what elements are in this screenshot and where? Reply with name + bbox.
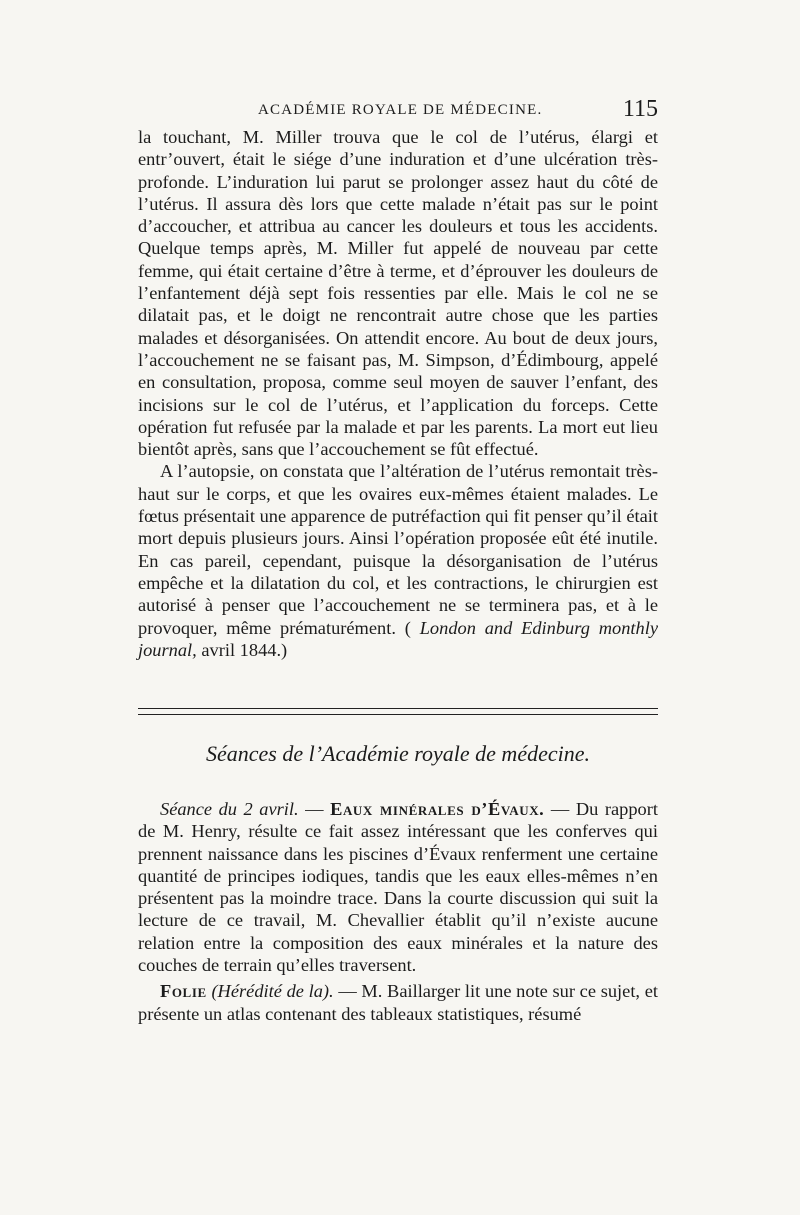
- folie-heading: Folie: [160, 981, 207, 1002]
- seance-dash: —: [298, 799, 331, 819]
- running-title: ACADÉMIE ROYALE DE MÉDECINE.: [258, 102, 543, 118]
- page-number: 115: [622, 96, 658, 122]
- eaux-text: — Du rapport de M. Henry, résulte ce fait assez intéressant que les conferves qui prennent naissance dans les piscines d’Évaux renferment une certaine quantité de principes iodiques, tandis que les eaux elles-mêmes n’en présentent pas la moindre trace. Dans la courte discussion qui suit la lecture de ce travail, M. Chevallier établit qu’il n’existe aucune relation entre la composition des eaux minérales et la nature des couches de terrain qu’elles traversent.: [138, 799, 658, 976]
- folie-subheading: (Hérédité de la).: [211, 981, 334, 1002]
- article-body: [138, 126, 658, 661]
- article-paragraph-2: [138, 460, 658, 661]
- article-paragraph-2-text: A l’autopsie, on constata que l’altération de l’utérus remontait très-haut sur le corps, et que les ovaires eux-mêmes étaient malades. Le fœtus présentait une apparence de putréfaction qui fit penser qu’il était mort depuis plusieurs jours. Ainsi l’opération proposée eût été inutile. En cas pareil, cependant, puisque la désorganisation de l’utérus empêche et la dilatation du col, et les contractions, le chirurgien est autorisé à penser que l’accouchement ne se terminera pas, et à le provoquer, même prématurément.: [138, 461, 658, 638]
- seance-label: Séance du 2 avril.: [160, 799, 299, 819]
- article-paragraph-1: la touchant, M. Miller trouva que le col de l’utérus, élargi et entr’ouvert, était le siége d’une induration et d’une ulcération très-profonde. L’induration lui parut se prolonger assez haut du côté de l’utérus. Il assura dès lors que cette malade n’était pas sur le point d’accoucher, et attribua au cancer les douleurs et tous les accidents. Quelque temps après, M. Miller fut appelé de nouveau par cette femme, qui était certaine d’être à terme, et d’éprouver les douleurs de l’enfantement déjà sept fois ressenties par elle. Mais le col ne se dilatait pas, et le doigt ne rencontrait autre chose que les parties malades et désorganisées. On attendit encore. Au bout de deux jours, l’accouchement ne se faisant pas, M. Simpson, d’Édimbourg, appelé en consultation, proposa, comme seul moyen de sauver l’enfant, des incisions sur le col de l’utérus, et l’application du forceps. Cette opération fut refusée par la malade et par les parents. La mort eut lieu bientôt après, sans que l’accouchement se fût effectué.: [138, 127, 658, 460]
- seance-paragraph: [138, 798, 658, 976]
- folie-paragraph: [138, 980, 658, 1025]
- section-divider-top: [138, 708, 658, 709]
- section-body: [138, 798, 658, 1025]
- citation-journal: London and Edinburg monthly journal,: [138, 617, 658, 660]
- eaux-heading: Eaux minérales d’Évaux.: [330, 799, 545, 819]
- section-title: Séances de l’Académie royale de médecine.: [205, 741, 590, 766]
- citation-paren: (: [404, 617, 411, 638]
- folie-text: — M. Baillarger lit une note sur ce sujet, et présente un atlas contenant des tableaux statistiques, résumé: [138, 981, 658, 1024]
- citation-date: avril 1844.): [201, 639, 288, 660]
- running-head: [138, 96, 658, 126]
- section-divider-bottom: [138, 714, 658, 715]
